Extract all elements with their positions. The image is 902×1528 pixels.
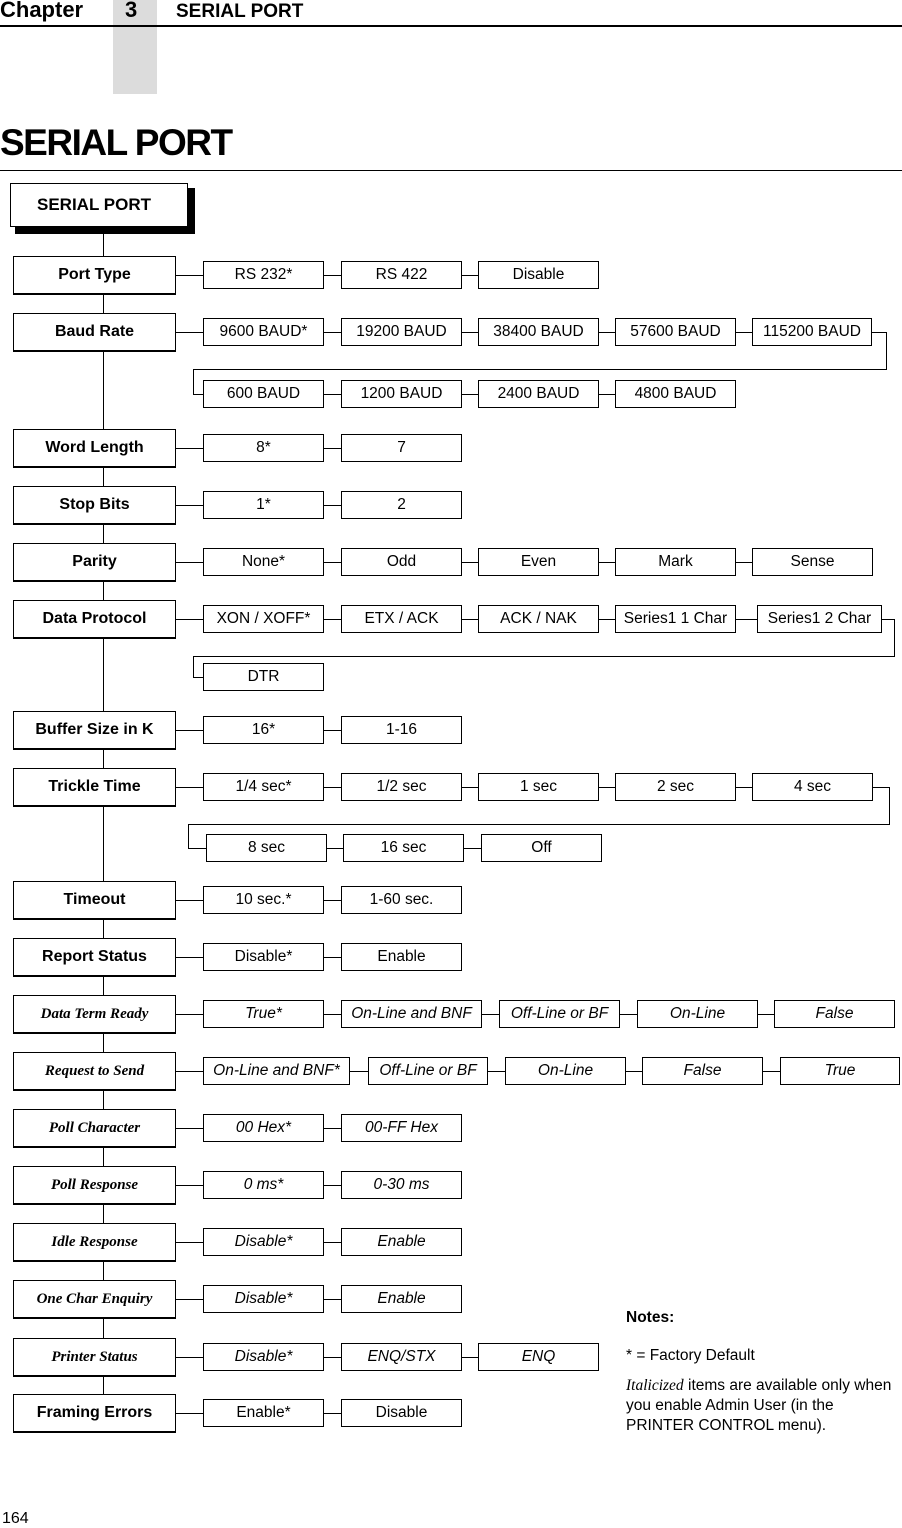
option-box: 2 sec [615, 773, 736, 801]
root-menu-box: SERIAL PORT [10, 183, 188, 227]
option-box: Enable [341, 1285, 462, 1313]
option-box: Disable* [203, 1285, 324, 1313]
option-box: Disable* [203, 1228, 324, 1256]
option-box: On-Line [637, 1000, 758, 1028]
notes-title: Notes: [626, 1309, 675, 1326]
option-box: 4800 BAUD [615, 380, 736, 408]
option-box: Disable [478, 261, 599, 289]
option-box: ETX / ACK [341, 605, 462, 633]
wrap-connector-line [894, 619, 895, 656]
wrap-connector-line [882, 619, 894, 620]
option-box: On-Line and BNF* [203, 1057, 350, 1085]
menu-item-word-length: Word Length [13, 429, 176, 467]
option-box: ENQ [478, 1343, 599, 1371]
option-box: Off-Line or BF [499, 1000, 620, 1028]
option-box: 16* [203, 716, 324, 744]
wrap-connector-line [886, 332, 887, 369]
option-box: 9600 BAUD* [203, 318, 324, 346]
option-box: 1200 BAUD [341, 380, 462, 408]
option-box: Even [478, 548, 599, 576]
option-box: 4 sec [752, 773, 873, 801]
option-box: 38400 BAUD [478, 318, 599, 346]
chapter-label: Chapter [0, 0, 84, 22]
notes-factory-default: * = Factory Default [626, 1347, 755, 1364]
menu-item-one-char-enquiry: One Char Enquiry [13, 1280, 176, 1318]
menu-item-timeout: Timeout [13, 881, 176, 919]
option-box: 2 [341, 491, 462, 519]
option-box: 115200 BAUD [752, 318, 872, 346]
option-box: False [642, 1057, 763, 1085]
wrap-connector-line [193, 369, 887, 370]
option-box: 1-16 [341, 716, 462, 744]
wrap-connector-line [193, 369, 194, 394]
option-box: 1/2 sec [341, 773, 462, 801]
option-box: ENQ/STX [341, 1343, 462, 1371]
option-box: Enable [341, 943, 462, 971]
option-box: True* [203, 1000, 324, 1028]
notes-block [626, 1308, 901, 1436]
menu-item-trickle-time: Trickle Time [13, 768, 176, 806]
wrap-connector-line [188, 824, 189, 848]
option-box: XON / XOFF* [203, 605, 324, 633]
section-title: SERIAL PORT [0, 122, 232, 163]
option-box: 19200 BAUD [341, 318, 462, 346]
wrap-connector-line [873, 787, 889, 788]
wrap-connector-line [889, 787, 890, 824]
chapter-number: 3 [125, 0, 138, 22]
option-box: 57600 BAUD [615, 318, 736, 346]
option-box: Off [481, 834, 602, 862]
menu-spine-line [103, 228, 104, 1394]
menu-item-report-status: Report Status [13, 938, 176, 976]
menu-item-data-protocol: Data Protocol [13, 600, 176, 638]
option-box: Odd [341, 548, 462, 576]
option-box: 1/4 sec* [203, 773, 324, 801]
option-box: 1* [203, 491, 324, 519]
menu-item-framing-errors: Framing Errors [13, 1394, 176, 1432]
menu-item-baud-rate: Baud Rate [13, 313, 176, 351]
option-box: 8 sec [206, 834, 327, 862]
option-box: Disable* [203, 943, 324, 971]
option-box: Mark [615, 548, 736, 576]
option-box: 7 [341, 434, 462, 462]
menu-item-printer-status: Printer Status [13, 1338, 176, 1376]
header-rule [0, 25, 902, 27]
menu-item-poll-character: Poll Character [13, 1109, 176, 1147]
menu-item-poll-response: Poll Response [13, 1166, 176, 1204]
option-box: 0-30 ms [341, 1171, 462, 1199]
menu-item-stop-bits: Stop Bits [13, 486, 176, 524]
menu-item-port-type: Port Type [13, 256, 176, 294]
option-box: 1 sec [478, 773, 599, 801]
option-box: Sense [752, 548, 873, 576]
option-box: True [780, 1057, 900, 1085]
option-box: 00-FF Hex [341, 1114, 462, 1142]
option-box: Series1 2 Char [757, 605, 882, 633]
page-number: 164 [2, 1510, 29, 1527]
menu-item-request-to-send: Request to Send [13, 1052, 176, 1090]
menu-item-parity: Parity [13, 543, 176, 581]
wrap-connector-line [188, 824, 890, 825]
notes-italicized-word: Italicized [626, 1377, 684, 1394]
option-box: Disable* [203, 1343, 324, 1371]
option-box: Enable [341, 1228, 462, 1256]
option-box: 0 ms* [203, 1171, 324, 1199]
option-box: Disable [341, 1399, 462, 1427]
option-box: On-Line [505, 1057, 626, 1085]
option-box: Off-Line or BF [368, 1057, 488, 1085]
notes-admin-info [626, 1377, 891, 1434]
notes-admin-text: items are available only when you enable Admin User (in the PRINTER CONTROL menu). [626, 1377, 892, 1434]
option-box: 00 Hex* [203, 1114, 324, 1142]
option-box: None* [203, 548, 324, 576]
option-box: 8* [203, 434, 324, 462]
option-box: DTR [203, 663, 324, 691]
wrap-connector-line [872, 332, 886, 333]
option-box: 16 sec [343, 834, 464, 862]
option-box: 2400 BAUD [478, 380, 599, 408]
option-box: Enable* [203, 1399, 324, 1427]
option-box: RS 232* [203, 261, 324, 289]
option-box: 600 BAUD [203, 380, 324, 408]
option-box: 10 sec.* [203, 886, 324, 914]
menu-item-buffer-size-in-k: Buffer Size in K [13, 711, 176, 749]
wrap-connector-line [193, 656, 194, 677]
option-box: ACK / NAK [478, 605, 599, 633]
option-box: Series1 1 Char [615, 605, 736, 633]
option-box: 1-60 sec. [341, 886, 462, 914]
wrap-connector-line [193, 656, 895, 657]
section-rule [0, 170, 902, 171]
menu-item-data-term-ready: Data Term Ready [13, 995, 176, 1033]
option-box: On-Line and BNF [341, 1000, 482, 1028]
option-box: RS 422 [341, 261, 462, 289]
menu-item-idle-response: Idle Response [13, 1223, 176, 1261]
header-title: SERIAL PORT [176, 1, 304, 22]
option-box: False [774, 1000, 895, 1028]
